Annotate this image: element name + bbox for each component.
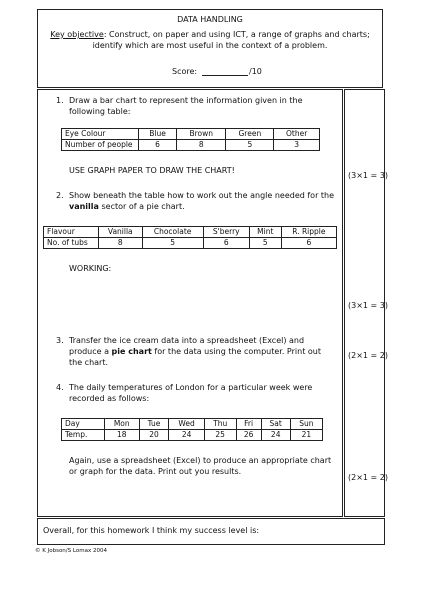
- table-row-label: No. of tubs: [44, 238, 99, 249]
- table-cell: 21: [290, 430, 322, 441]
- q1-marks: (3×1 = 3): [348, 171, 389, 180]
- q4-marks: (2×1 = 2): [348, 473, 389, 482]
- table-header-cell: Mint: [249, 227, 281, 238]
- q1-line-2: following table:: [69, 107, 131, 116]
- page-title: DATA HANDLING: [177, 15, 243, 24]
- table-cell: 3: [274, 140, 320, 151]
- table-header-cell: Vanilla: [99, 227, 143, 238]
- q3-line-2-pre: produce a: [69, 347, 112, 356]
- q4-number: 4.: [56, 383, 64, 392]
- table-cell: 5: [142, 238, 203, 249]
- table-cell: 18: [105, 430, 140, 441]
- q3-pie-chart-bold: pie chart: [111, 347, 152, 356]
- table-cell: 6: [281, 238, 336, 249]
- q1-line-1: Draw a bar chart to represent the information given in the: [69, 96, 303, 105]
- table-cell: 8: [177, 140, 226, 151]
- table-cell: 20: [139, 430, 169, 441]
- table-cell: 6: [139, 140, 177, 151]
- table-header-cell: Thu: [204, 419, 236, 430]
- table-row-label: Temp.: [62, 430, 105, 441]
- q1-number: 1.: [56, 96, 64, 105]
- success-level-prompt: Overall, for this homework I think my success level is:: [43, 526, 260, 535]
- copyright: © K Jobson/S Lomax 2004: [35, 548, 107, 554]
- objective-label: Key objective: [50, 30, 104, 39]
- table-header-cell: S'berry: [203, 227, 249, 238]
- q2-number: 2.: [56, 191, 64, 200]
- q2-line-2-rest: sector of a pie chart.: [98, 202, 185, 211]
- table-header-cell: Blue: [139, 129, 177, 140]
- q1-note: USE GRAPH PAPER TO DRAW THE CHART!: [69, 166, 235, 175]
- score-out-of: /10: [249, 67, 262, 76]
- q2-vanilla-bold: vanilla: [69, 202, 99, 211]
- q3-line-3: the chart.: [69, 358, 109, 367]
- q4-line-1: The daily temperatures of London for a particular week were: [69, 383, 313, 392]
- content-box: [37, 89, 343, 517]
- flavour-table: [43, 226, 337, 249]
- q2-line-2: [69, 201, 185, 212]
- score-label: Score:: [172, 67, 198, 76]
- q2-working-label: WORKING:: [69, 264, 112, 273]
- table-header-cell: Eye Colour: [62, 129, 139, 140]
- objective-line-2: identify which are most useful in the context of a problem.: [92, 41, 328, 50]
- table-header-cell: Tue: [139, 419, 169, 430]
- score-blank[interactable]: [202, 75, 248, 76]
- eye-colour-table: [61, 128, 320, 151]
- table-header-cell: Sun: [290, 419, 322, 430]
- q4-line-3: Again, use a spreadsheet (Excel) to produce an appropriate chart: [69, 456, 332, 465]
- table-cell: 6: [203, 238, 249, 249]
- table-cell: 26: [236, 430, 261, 441]
- table-header-cell: Sat: [261, 419, 290, 430]
- objective-text-1: : Construct, on paper and using ICT, a range of graphs and charts;: [103, 30, 370, 39]
- table-row: [44, 238, 337, 249]
- q3-number: 3.: [56, 336, 64, 345]
- table-header-cell: Chocolate: [142, 227, 203, 238]
- table-header-cell: Green: [226, 129, 274, 140]
- objective-line-1: [37, 29, 383, 40]
- table-cell: 24: [261, 430, 290, 441]
- table-row-label: Number of people: [62, 140, 139, 151]
- temperature-table: [61, 418, 323, 441]
- table-row: [62, 140, 320, 151]
- q3-line-1: Transfer the ice cream data into a spreadsheet (Excel) and: [69, 336, 305, 345]
- table-cell: 5: [226, 140, 274, 151]
- table-row: [62, 430, 323, 441]
- table-row: [62, 419, 323, 430]
- q4-line-2: recorded as follows:: [69, 394, 150, 403]
- table-header-cell: Mon: [105, 419, 140, 430]
- table-header-cell: R. Ripple: [281, 227, 336, 238]
- q2-marks: (3×1 = 3): [348, 301, 389, 310]
- q4-line-4: or graph for the data. Print out you results.: [69, 467, 242, 476]
- q2-line-1: Show beneath the table how to work out the angle needed for the: [69, 191, 335, 200]
- table-cell: 8: [99, 238, 143, 249]
- table-cell: 24: [169, 430, 204, 441]
- table-cell: 25: [204, 430, 236, 441]
- table-header-cell: Wed: [169, 419, 204, 430]
- table-row: [44, 227, 337, 238]
- table-cell: 5: [249, 238, 281, 249]
- q3-line-2: [69, 346, 321, 357]
- table-row: [62, 129, 320, 140]
- table-header-cell: Brown: [177, 129, 226, 140]
- table-header-cell: Day: [62, 419, 105, 430]
- table-header-cell: Other: [274, 129, 320, 140]
- table-header-cell: Flavour: [44, 227, 99, 238]
- q3-line-2-post: for the data using the computer. Print out: [151, 347, 321, 356]
- table-header-cell: Fri: [236, 419, 261, 430]
- q3-marks: (2×1 = 2): [348, 351, 389, 360]
